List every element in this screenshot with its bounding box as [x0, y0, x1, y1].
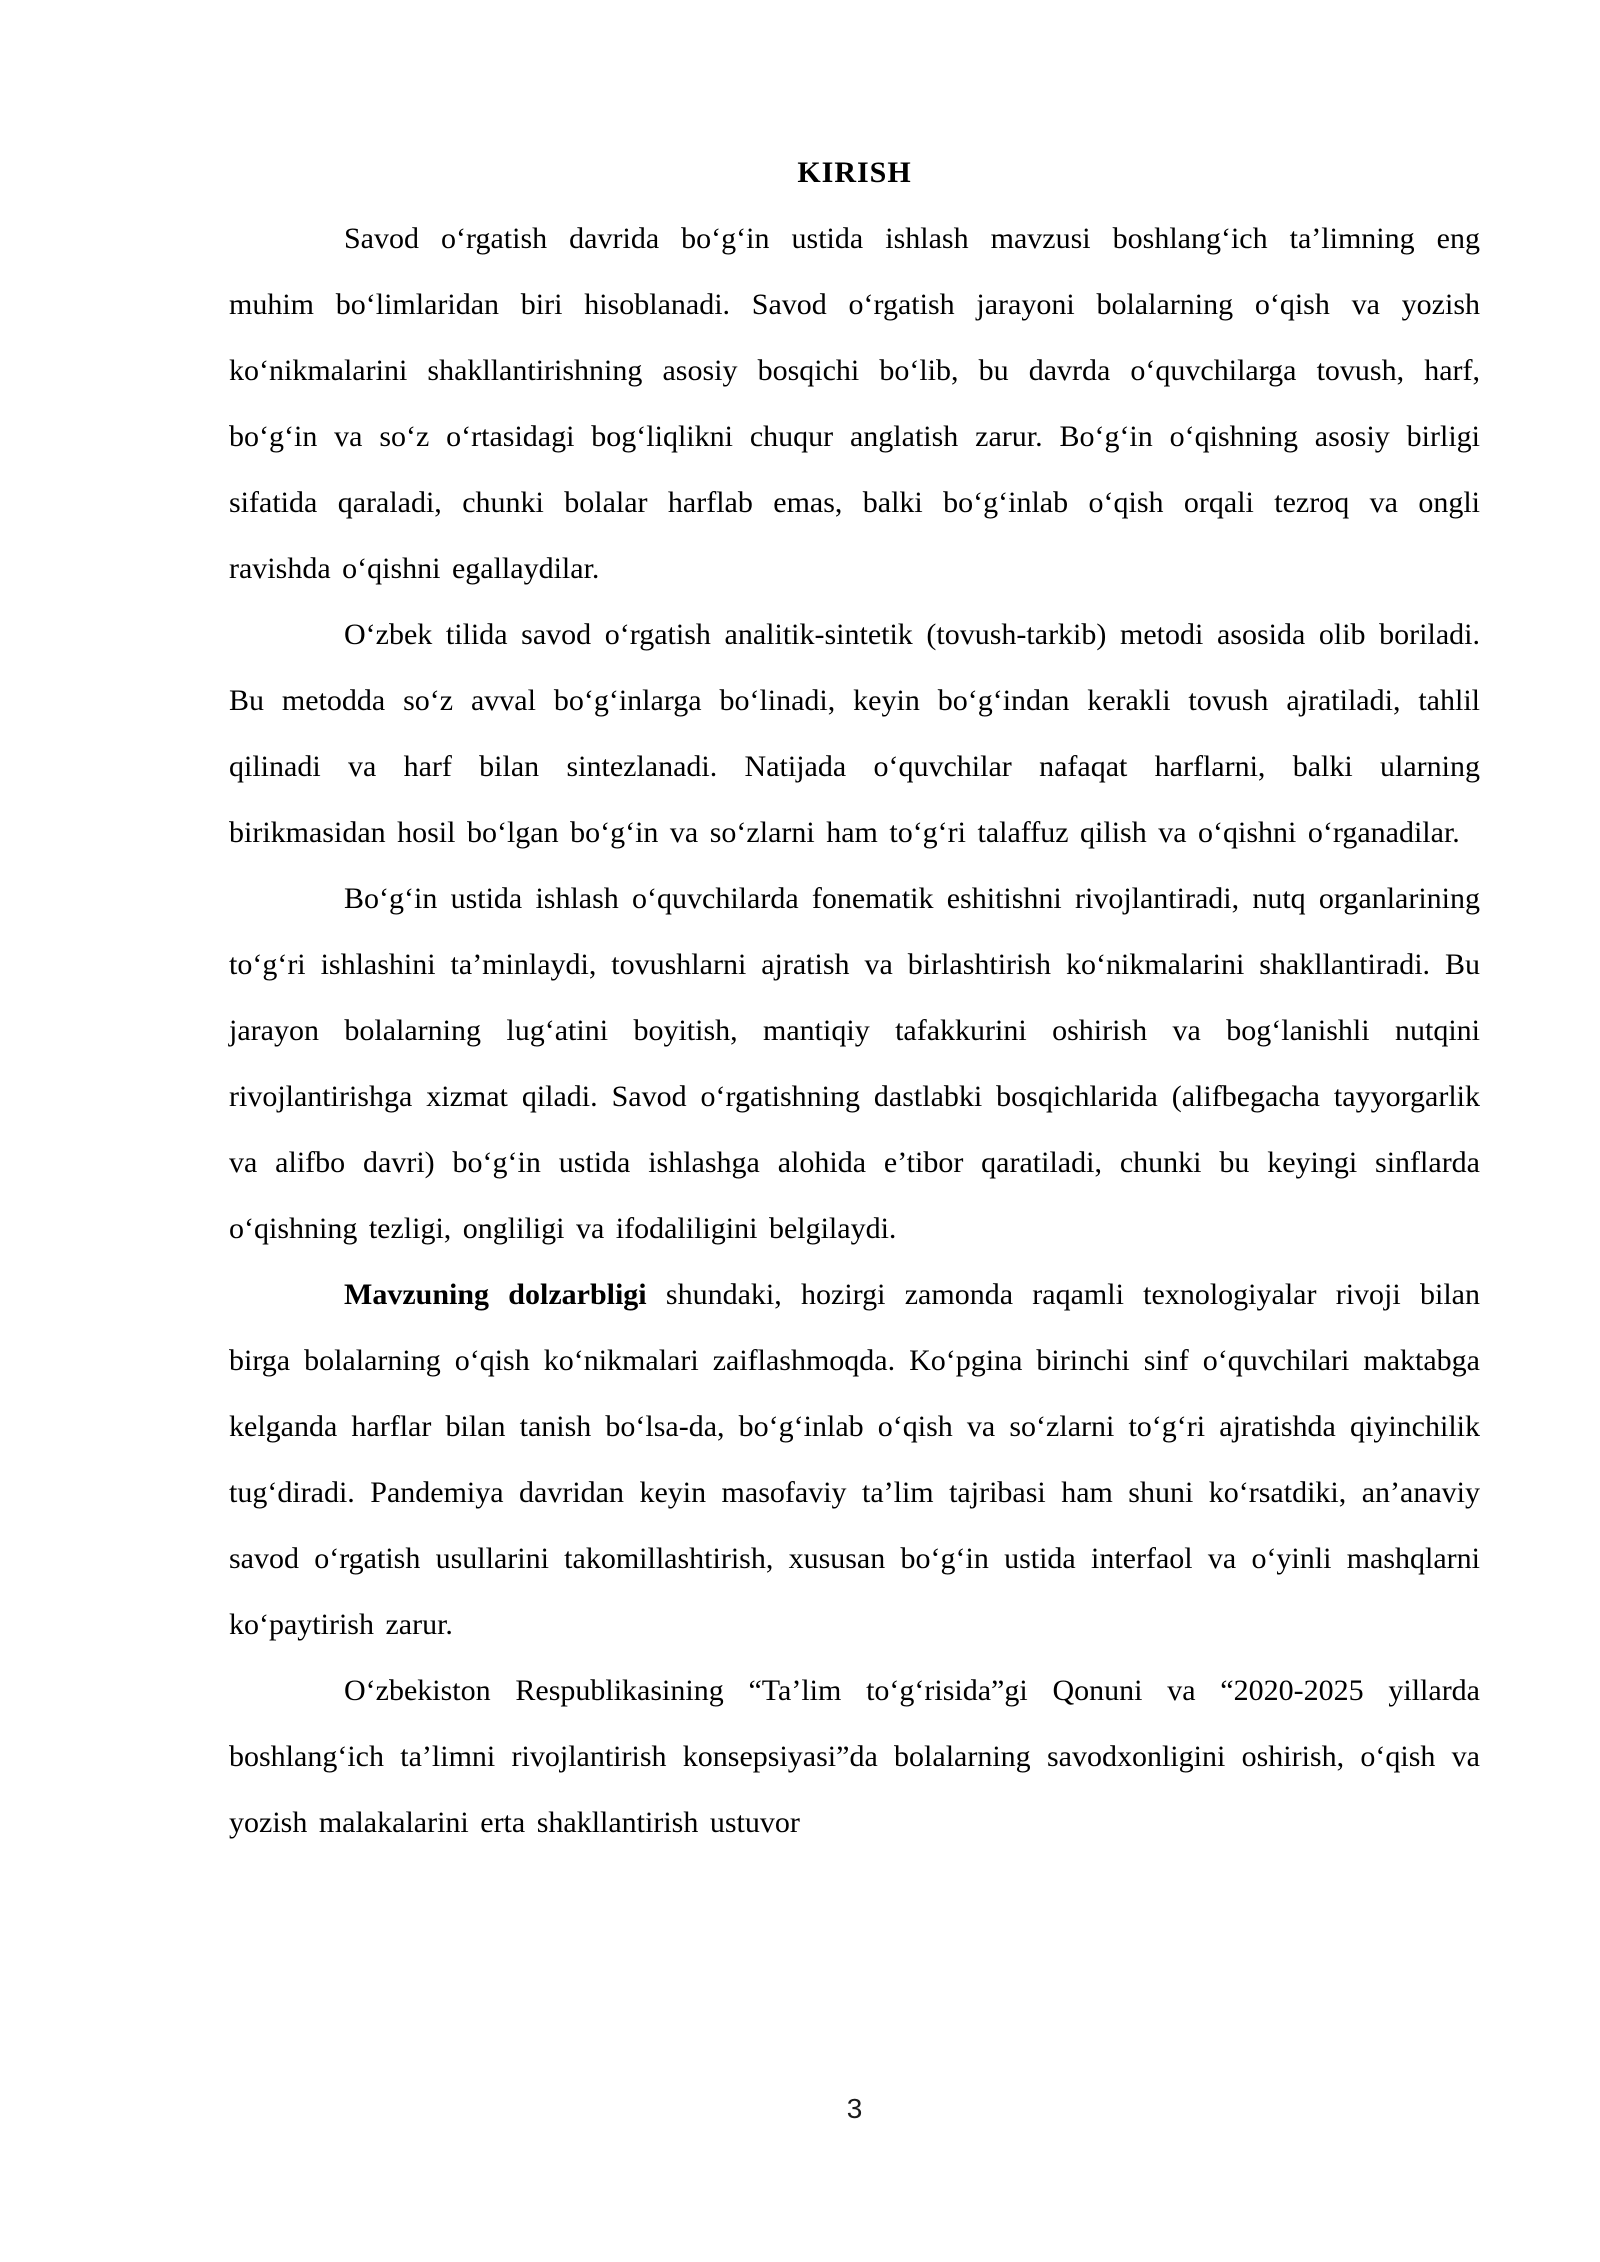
paragraph: [229, 1262, 1480, 1658]
paragraph: [229, 602, 1480, 866]
paragraph-text: Savod oʻrgatish davrida boʻgʻin ustida ishlash mavzusi boshlangʻich ta’limning eng muhim boʻlimlaridan biri hisoblanadi. Savod oʻrgatish jarayoni bolalarning oʻqish va yozish koʻnikmalarini shakllantirishning asosiy bosqichi boʻlib, bu davrda oʻquvchilarga tovush, harf, boʻgʻin va soʻz oʻrtasidagi bogʻliqlikni chuqur anglatish zarur. Boʻgʻin oʻqishning asosiy birligi sifatida qaraladi, chunki bolalar harflab emas, balki boʻgʻinlab oʻqish orqali tezroq va ongli ravishda oʻqishni egallaydilar.: [229, 222, 1480, 585]
paragraph-text: shundaki, hozirgi zamonda raqamli texnologiyalar rivoji bilan birga bolalarning oʻqish koʻnikmalari zaiflashmoqda. Koʻpgina birinchi sinf oʻquvchilari maktabga kelganda harflar bilan tanish boʻlsa-da, boʻgʻinlab oʻqish va soʻzlarni toʻgʻri ajratishda qiyinchilik tugʻdiradi. Pandemiya davridan keyin masofaviy ta’lim tajribasi ham shuni koʻrsatdiki, an’anaviy savod oʻrgatish usullarini takomillashtirish, xususan boʻgʻin ustida interfaol va oʻyinli mashqlarni koʻpaytirish zarur.: [229, 1278, 1480, 1641]
paragraph-text: Oʻzbekiston Respublikasining “Ta’lim toʻgʻrisida”gi Qonuni va “2020-2025 yillarda boshlangʻich ta’limni rivojlantirish konsepsiyasi”da bolalarning savodxonligini oshirish, oʻqish va yozish malakalarini erta shakllantirish ustuvor: [229, 1674, 1480, 1839]
paragraph-text: Oʻzbek tilida savod oʻrgatish analitik-sintetik (tovush-tarkib) metodi asosida olib boriladi. Bu metodda soʻz avval boʻgʻinlarga boʻlinadi, keyin boʻgʻindan kerakli tovush ajratiladi, tahlil qilinadi va harf bilan sintezlanadi. Natijada oʻquvchilar nafaqat harflarni, balki ularning birikmasidan hosil boʻlgan boʻgʻin va soʻzlarni ham toʻgʻri talaffuz qilish va oʻqishni oʻrganadilar.: [229, 618, 1480, 849]
paragraph: [229, 866, 1480, 1262]
page-number: 3: [846, 2093, 863, 2124]
paragraph-lead-bold: Mavzuning dolzarbligi: [344, 1278, 647, 1311]
paragraph-text: Boʻgʻin ustida ishlash oʻquvchilarda fonematik eshitishni rivojlantiradi, nutq organlarining toʻgʻri ishlashini ta’minlaydi, tovushlarni ajratish va birlashtirish koʻnikmalarini shakllantiradi. Bu jarayon bolalarning lugʻatini boyitish, mantiqiy tafakkurini oshirish va bogʻlanishli nutqini rivojlantirishga xizmat qiladi. Savod oʻrgatishning dastlabki bosqichlarida (alifbegacha tayyorgarlik va alifbo davri) boʻgʻin ustida ishlashga alohida e’tibor qaratiladi, chunki bu keyingi sinflarda oʻqishning tezligi, ongliligi va ifodaliligini belgilaydi.: [229, 882, 1480, 1245]
page-title: KIRISH: [797, 156, 912, 189]
paragraph: [229, 1658, 1480, 1856]
paragraph: [229, 206, 1480, 602]
